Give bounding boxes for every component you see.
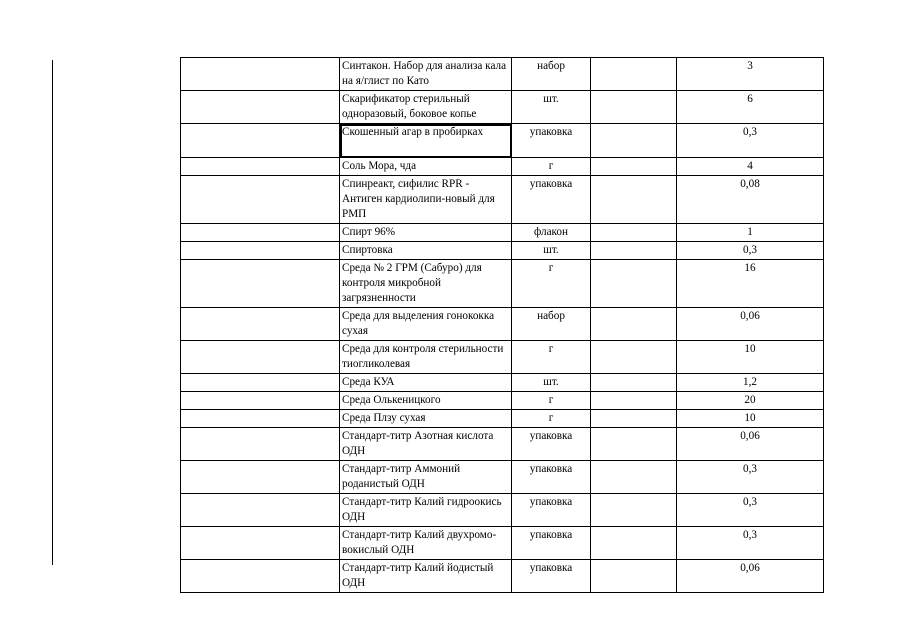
blank-cell	[181, 494, 340, 527]
unit-cell: шт.	[512, 374, 591, 392]
item-name-cell: Стандарт-титр Калий двухромо-вокислый ОДН	[340, 527, 512, 560]
quantity-cell: 0,3	[677, 527, 824, 560]
quantity-cell: 0,06	[677, 560, 824, 593]
table-row	[181, 527, 824, 560]
table-row	[181, 461, 824, 494]
item-name-cell: Синтакон. Набор для анализа кала на я/глист по Като	[340, 58, 512, 91]
quantity-cell: 0,3	[677, 461, 824, 494]
blank-cell	[591, 124, 677, 158]
quantity-cell: 10	[677, 410, 824, 428]
table-row	[181, 176, 824, 224]
item-name-cell: Спинреакт, сифилис RPR - Антиген кардиолипи-новый для РМП	[340, 176, 512, 224]
unit-cell: г	[512, 158, 591, 176]
blank-cell	[591, 242, 677, 260]
item-name-cell: Среда для контроля стерильности тиогликолевая	[340, 341, 512, 374]
item-name-cell: Среда Плзу сухая	[340, 410, 512, 428]
unit-cell: набор	[512, 58, 591, 91]
table-row	[181, 260, 824, 308]
blank-cell	[591, 392, 677, 410]
unit-cell: упаковка	[512, 428, 591, 461]
blank-cell	[181, 410, 340, 428]
quantity-cell: 0,3	[677, 124, 824, 158]
unit-cell: упаковка	[512, 124, 591, 158]
unit-cell: упаковка	[512, 527, 591, 560]
blank-cell	[591, 260, 677, 308]
blank-cell	[591, 158, 677, 176]
blank-cell	[181, 176, 340, 224]
table-row	[181, 58, 824, 91]
table-row	[181, 308, 824, 341]
quantity-cell: 0,06	[677, 428, 824, 461]
item-name-cell: Скошенный агар в пробирках	[340, 124, 512, 158]
quantity-cell: 16	[677, 260, 824, 308]
unit-cell: шт.	[512, 91, 591, 124]
table-row	[181, 242, 824, 260]
blank-cell	[181, 308, 340, 341]
blank-cell	[591, 308, 677, 341]
table-row	[181, 224, 824, 242]
table-row	[181, 410, 824, 428]
unit-cell: упаковка	[512, 494, 591, 527]
unit-cell: г	[512, 392, 591, 410]
blank-cell	[591, 58, 677, 91]
item-name-cell: Стандарт-титр Аммоний роданистый ОДН	[340, 461, 512, 494]
table-row	[181, 374, 824, 392]
unit-cell: упаковка	[512, 560, 591, 593]
blank-cell	[591, 560, 677, 593]
blank-cell	[591, 341, 677, 374]
blank-cell	[181, 428, 340, 461]
blank-cell	[181, 560, 340, 593]
item-name-cell: Среда КУА	[340, 374, 512, 392]
item-name-cell: Среда для выделения гонококка сухая	[340, 308, 512, 341]
quantity-cell: 4	[677, 158, 824, 176]
item-name-cell: Спиртовка	[340, 242, 512, 260]
blank-cell	[591, 176, 677, 224]
blank-cell	[181, 260, 340, 308]
item-name-cell: Стандарт-титр Калий йодистый ОДН	[340, 560, 512, 593]
blank-cell	[591, 224, 677, 242]
quantity-cell: 0,3	[677, 494, 824, 527]
unit-cell: упаковка	[512, 461, 591, 494]
table-row	[181, 91, 824, 124]
blank-cell	[591, 494, 677, 527]
blank-cell	[181, 124, 340, 158]
item-name-cell: Стандарт-титр Калий гидроокись ОДН	[340, 494, 512, 527]
blank-cell	[591, 410, 677, 428]
blank-cell	[181, 392, 340, 410]
table-row	[181, 560, 824, 593]
table-row	[181, 341, 824, 374]
blank-cell	[181, 58, 340, 91]
item-name-cell: Спирт 96%	[340, 224, 512, 242]
blank-cell	[181, 461, 340, 494]
item-name-cell: Скарификатор стерильный одноразовый, боковое копье	[340, 91, 512, 124]
blank-cell	[181, 158, 340, 176]
blank-cell	[181, 341, 340, 374]
quantity-cell: 3	[677, 58, 824, 91]
quantity-cell: 20	[677, 392, 824, 410]
supplies-table	[180, 57, 824, 593]
quantity-cell: 6	[677, 91, 824, 124]
table-row	[181, 428, 824, 461]
unit-cell: г	[512, 260, 591, 308]
page-margin-line	[52, 60, 53, 565]
quantity-cell: 10	[677, 341, 824, 374]
blank-cell	[181, 242, 340, 260]
unit-cell: г	[512, 341, 591, 374]
table-row	[181, 158, 824, 176]
item-name-cell: Соль Мора, чда	[340, 158, 512, 176]
blank-cell	[591, 428, 677, 461]
quantity-cell: 1	[677, 224, 824, 242]
blank-cell	[181, 527, 340, 560]
quantity-cell: 0,06	[677, 308, 824, 341]
unit-cell: упаковка	[512, 176, 591, 224]
quantity-cell: 0,3	[677, 242, 824, 260]
item-name-cell: Среда № 2 ГРМ (Сабуро) для контроля микробной загрязненности	[340, 260, 512, 308]
unit-cell: флакон	[512, 224, 591, 242]
blank-cell	[181, 91, 340, 124]
blank-cell	[591, 527, 677, 560]
unit-cell: набор	[512, 308, 591, 341]
blank-cell	[591, 91, 677, 124]
quantity-cell: 0,08	[677, 176, 824, 224]
table-row	[181, 392, 824, 410]
unit-cell: шт.	[512, 242, 591, 260]
table-row	[181, 494, 824, 527]
unit-cell: г	[512, 410, 591, 428]
table-row	[181, 124, 824, 158]
blank-cell	[181, 374, 340, 392]
quantity-cell: 1,2	[677, 374, 824, 392]
blank-cell	[181, 224, 340, 242]
blank-cell	[591, 374, 677, 392]
blank-cell	[591, 461, 677, 494]
item-name-cell: Стандарт-титр Азотная кислота ОДН	[340, 428, 512, 461]
item-name-cell: Среда Олькеницкого	[340, 392, 512, 410]
